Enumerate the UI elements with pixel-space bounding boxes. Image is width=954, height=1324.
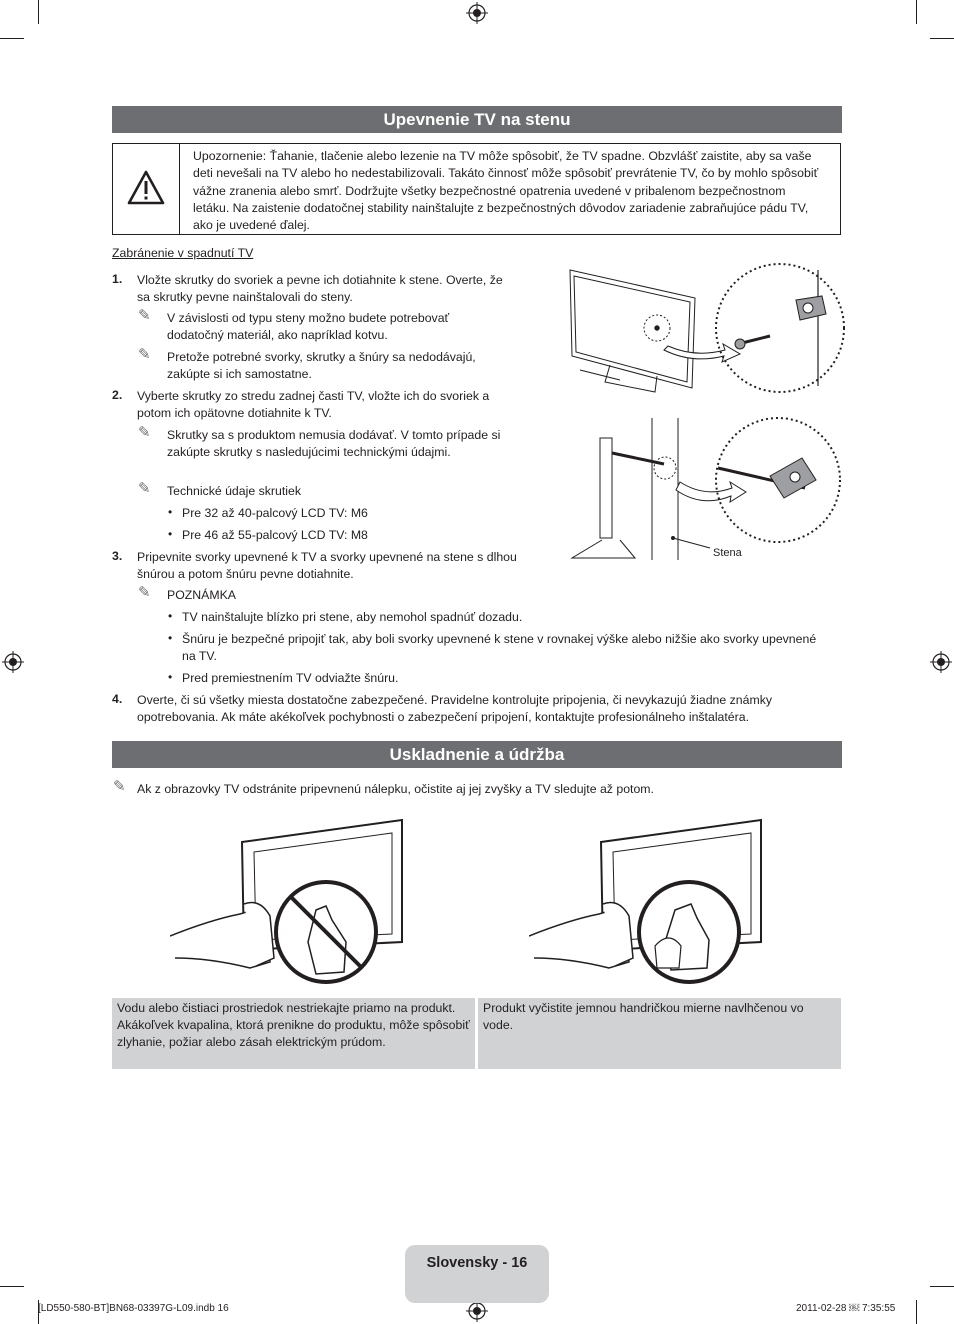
warning-divider xyxy=(179,144,180,234)
caption-correct xyxy=(478,998,841,1069)
bullet: • xyxy=(168,670,173,684)
step-3-text: Pripevnite svorky upevnené k TV a svorky upevnené na stene s dlhou šnúrou a potom šnúru pevne dotiahnite. xyxy=(137,550,517,582)
subheading-prevent-fall: Zabránenie v spadnutí TV xyxy=(112,246,254,260)
bullet: • xyxy=(168,609,173,623)
crop-mark xyxy=(916,0,917,24)
footer-file-info: [LD550-580-BT]BN68-03397G-L09.indb 16 xyxy=(38,1303,229,1314)
arrow xyxy=(664,344,740,362)
wall-mount-diagram xyxy=(560,258,850,564)
page-number-tab: Slovensky - 16 xyxy=(405,1245,549,1303)
section-title-wall-mount: Upevnenie TV na stenu xyxy=(112,106,842,133)
step-3-bullet-3: Pred premiestnením TV odviažte šnúru. xyxy=(182,671,399,685)
warning-body: : Ťahanie, tlačenie alebo lezenie na TV môže spôsobiť, že TV spadne. Obzvlášť zaistite, aby sa vaše deti nevešali na TV alebo ho nedestabilizovali. Takáto činnosť môže spôsobiť prevrátenie TV, čo by mohlo spôsobiť vážne zranenia alebo smrť. Dodržujte všetky bezpečnostné opatrenia uvedené v pribalenom bezpečnostnom letáku. Na zaistenie dodatočnej stability nainštalujte z bezpečnostných dôvodov zariadenie zabraňujúce pádu TV, ako je uvedené ďalej. xyxy=(193,149,819,233)
section-title-storage: Uskladnenie a údržba xyxy=(112,741,842,768)
step-2-note-2: Technické údaje skrutiek xyxy=(167,484,301,498)
note-pencil-icon: ✎ xyxy=(113,778,126,795)
arrow xyxy=(676,482,746,502)
caption-wrong xyxy=(112,998,475,1069)
caption-correct-text: Produkt vyčistite jemnou handričkou mierne navlhčenou vo vode. xyxy=(483,1001,804,1032)
note-pencil-icon: ✎ xyxy=(138,424,151,441)
footer-timestamp: 2011-02-28 ￼ 7:35:55 xyxy=(796,1303,896,1314)
caption-wrong-text: Vodu alebo čistiaci prostriedok nestriekajte priamo na produkt. Akákoľvek kvapalina, ktorá prenikne do produktu, môže spôsobiť zlyhanie, požiar alebo zásah elektrickým prúdom. xyxy=(117,1001,470,1049)
crop-mark xyxy=(930,1286,954,1287)
step-2-bullet-1: Pre 32 až 40-palcový LCD TV: M6 xyxy=(182,506,368,520)
registration-mark-icon xyxy=(930,651,952,673)
bullet: • xyxy=(168,631,173,645)
note-pencil-icon: ✎ xyxy=(138,346,151,363)
bullet: • xyxy=(168,527,173,541)
warning-triangle-icon xyxy=(127,170,165,205)
bullet: • xyxy=(168,505,173,519)
cleaning-illustration-correct xyxy=(529,818,765,986)
label-pointer xyxy=(673,538,710,548)
step-1-note-2: Pretože potrebné svorky, skrutky a šnúry sa nedodávajú, zakúpte si ich samostatne. xyxy=(167,350,476,382)
step-3-note: POZNÁMKA xyxy=(167,588,237,602)
tv-back-illustration xyxy=(570,270,695,392)
step-1-note-1: V závislosti od typu steny možno budete potrebovať dodatočný materiál, ako napríklad kotvu. xyxy=(167,311,450,343)
cleaning-illustration-wrong xyxy=(170,818,406,986)
warning-label: Upozornenie xyxy=(193,149,263,163)
warning-box xyxy=(112,143,841,235)
step-4-text: Overte, či sú všetky miesta dostatočne zabezpečené. Pravidelne kontrolujte pripojenia, či nevykazujú žiadne známky opotrebovania. Ak máte akékoľvek pochybnosti o zabezpečení pripojení, kontaktujte profesionálneho inštalatéra. xyxy=(137,693,772,725)
crop-mark xyxy=(930,38,954,39)
wall-label: Stena xyxy=(713,547,742,559)
zoom-circle-top xyxy=(716,264,844,392)
step-1-text: Vložte skrutky do svoriek a pevne ich dotiahnite k stene. Overte, že sa skrutky pevne nainštalovali do steny. xyxy=(137,273,503,305)
step-1-number: 1. xyxy=(112,272,123,286)
step-2-bullet-2: Pre 46 až 55-palcový LCD TV: M8 xyxy=(182,528,368,542)
step-3-bullet-2: Šnúru je bezpečné pripojiť tak, aby boli svorky upevnené k stene v rovnakej výške alebo nižšie ako svorky upevnené na TV. xyxy=(182,632,817,664)
warning-text xyxy=(193,148,825,234)
crop-mark xyxy=(0,1286,24,1287)
note-pencil-icon: ✎ xyxy=(138,584,151,601)
note-pencil-icon: ✎ xyxy=(138,480,151,497)
step-2-number: 2. xyxy=(112,388,123,402)
zoom-circle-bottom xyxy=(716,418,840,542)
step-3-bullet-1: TV nainštalujte blízko pri stene, aby nemohol spadnúť dozadu. xyxy=(182,610,523,624)
crop-mark xyxy=(0,38,24,39)
tv-side-illustration xyxy=(572,418,678,560)
step-4-number: 4. xyxy=(112,692,123,706)
registration-mark-icon xyxy=(466,1300,488,1322)
registration-mark-icon xyxy=(2,651,24,673)
registration-mark-icon xyxy=(466,2,488,24)
crop-mark xyxy=(916,1300,917,1324)
crop-mark xyxy=(38,0,39,24)
storage-note: Ak z obrazovky TV odstránite pripevnenú nálepku, očistite aj jej zvyšky a TV sledujte až potom. xyxy=(137,782,654,796)
step-3-number: 3. xyxy=(112,549,123,563)
step-2-note-1: Skrutky sa s produktom nemusia dodávať. V tomto prípade si zakúpte skrutky s nasledujúcimi technickými údajmi. xyxy=(167,428,501,460)
note-pencil-icon: ✎ xyxy=(138,307,151,324)
step-2-text: Vyberte skrutky zo stredu zadnej časti TV, vložte ich do svoriek a potom ich opätovne dotiahnite k TV. xyxy=(137,389,490,421)
